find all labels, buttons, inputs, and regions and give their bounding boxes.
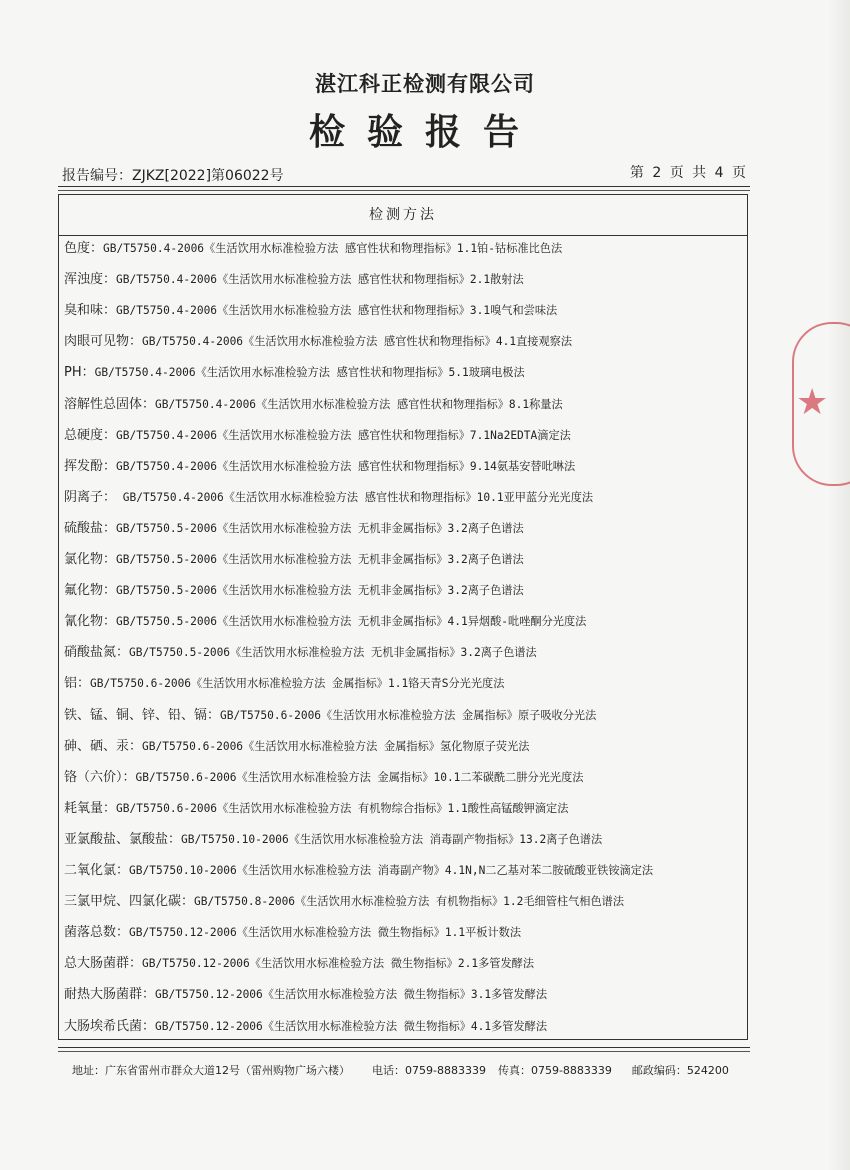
method-standard: GB/T5750.5-2006《生活饮用水标准检验方法 无机非金属指标》3.2离子色谱法 [116,584,524,598]
method-standard: GB/T5750.6-2006《生活饮用水标准检验方法 金属指标》氢化物原子荧光法 [142,739,530,753]
method-standard: GB/T5750.4-2006《生活饮用水标准检验方法 感官性状和物理指标》7.1Na2EDTA滴定法 [116,428,571,442]
method-standard: GB/T5750.10-2006《生活饮用水标准检验方法 消毒副产物》4.1N,N二乙基对苯二胺硫酸亚铁铵滴定法 [129,864,654,877]
method-row [64,548,524,567]
method-row [64,424,571,443]
method-label: 硫酸盐： [64,520,117,536]
method-standard: GB/T5750.5-2006《生活饮用水标准检验方法 无机非金属指标》3.2离子色谱法 [116,521,524,535]
method-row [64,1015,547,1034]
method-row [64,672,504,691]
method-standard: GB/T5750.4-2006《生活饮用水标准检验方法 感官性状和物理指标》3.1嗅气和尝味法 [116,304,558,318]
method-label: 铁、锰、铜、锌、铅、镉： [64,707,221,723]
method-standard: GB/T5750.12-2006《生活饮用水标准检验方法 微生物指标》3.1多管发酵法 [155,988,548,1002]
method-label: 臭和味： [64,303,117,319]
method-label: 肉眼可见物： [64,334,143,350]
method-label: 浑浊度： [64,272,117,288]
method-standard: GB/T5750.4-2006《生活饮用水标准检验方法 感官性状和物理指标》1.1铂-钴标准比色法 [103,242,563,255]
method-row [64,735,529,754]
method-row [64,486,593,505]
method-standard: GB/T5750.5-2006《生活饮用水标准检验方法 无机非金属指标》3.2离子色谱法 [116,553,524,566]
method-standard: GB/T5750.4-2006《生活饮用水标准检验方法 感官性状和物理指标》10.1亚甲蓝分光光度法 [116,490,594,504]
method-label: 砷、硒、汞： [64,738,143,754]
footer-divider [58,1047,750,1048]
method-standard: GB/T5750.8-2006《生活饮用水标准检验方法 有机物指标》1.2毛细管柱气相色谱法 [194,895,625,909]
method-standard: GB/T5750.6-2006《生活饮用水标准检验方法 金属指标》10.1二苯碳酰二肼分光光度法 [135,770,584,784]
method-row [64,641,537,660]
footer-postcode: 邮政编码：524200 [631,1064,729,1077]
method-row [64,766,583,785]
method-standard: GB/T5750.4-2006《生活饮用水标准检验方法 感官性状和物理指标》5.1玻璃电极法 [94,366,525,380]
method-label: 铬（六价）： [64,769,136,785]
method-label: 溶解性总固体： [64,396,156,412]
method-row [64,859,653,878]
method-label: 亚氯酸盐、氯酸盐： [64,831,182,847]
page-edge-shadow [828,0,850,1170]
method-label: 铝： [64,676,91,692]
method-standard: GB/T5750.4-2006《生活饮用水标准检验方法 感官性状和物理指标》9.14氨基安替吡啉法 [116,459,576,473]
method-standard: GB/T5750.6-2006《生活饮用水标准检验方法 有机物综合指标》1.1酸性高锰酸钾滴定法 [116,801,569,815]
method-standard: GB/T5750.5-2006《生活饮用水标准检验方法 无机非金属指标》3.2离子色谱法 [129,646,537,660]
method-row [64,983,547,1002]
method-row [64,828,602,847]
method-label: 总硬度： [64,427,117,443]
method-standard: GB/T5750.10-2006《生活饮用水标准检验方法 消毒副产物指标》13.2离子色谱法 [181,832,603,846]
method-standard: GB/T5750.12-2006《生活饮用水标准检验方法 微生物指标》2.1多管发酵法 [142,957,535,971]
method-label: PH： [64,365,95,381]
method-label: 耐热大肠菌群： [64,987,156,1003]
page-number: 第 2 页 共 4 页 [629,165,748,181]
method-label: 二氧化氯： [64,863,130,878]
footer-fax: 传真：0759-8883339 [497,1064,612,1077]
method-row [64,299,557,318]
methods-heading: 检测方法 [59,195,747,236]
method-row [64,455,575,474]
footer [72,1062,729,1078]
method-standard: GB/T5750.6-2006《生活饮用水标准检验方法 金属指标》原子吸收分光法 [220,708,597,722]
method-label: 氟化物： [64,583,117,599]
footer-phone: 电话：0759-8883339 [372,1064,486,1077]
method-label: 总大肠菌群： [64,956,143,972]
method-row [64,890,624,909]
method-row [64,704,596,723]
method-row [64,797,568,816]
method-label: 三氯甲烷、四氯化碳： [64,894,195,910]
method-row [64,393,563,412]
method-row [64,921,521,940]
method-label: 菌落总数： [64,925,130,941]
method-row [64,952,534,971]
footer-divider-thin [58,1051,750,1052]
seal-star-icon: ★ [796,382,829,423]
method-standard: GB/T5750.4-2006《生活饮用水标准检验方法 感官性状和物理指标》2.1散射法 [116,273,524,287]
methods-table [58,194,748,1040]
method-row [64,237,562,256]
header-divider [58,186,750,187]
company-name: 湛江科正检测有限公司 [315,72,535,96]
header-divider-thin [58,190,750,191]
method-row [64,579,524,598]
method-label: 氯化物： [64,552,117,567]
method-standard: GB/T5750.5-2006《生活饮用水标准检验方法 无机非金属指标》4.1异烟酸-吡唑酮分光度法 [116,615,587,629]
method-row [64,517,524,536]
method-row [64,610,586,629]
report-number: 报告编号：ZJKZ[2022]第06022号 [62,168,284,184]
method-label: 硝酸盐氮： [64,645,130,661]
method-label: 耗氧量： [64,800,117,816]
method-row [64,268,524,287]
method-label: 色度： [64,241,104,256]
method-row [64,330,572,349]
method-label: 氰化物： [64,614,117,630]
method-label: 挥发酚： [64,458,117,474]
method-standard: GB/T5750.6-2006《生活饮用水标准检验方法 金属指标》1.1铬天青S分光光度法 [90,677,505,691]
method-row [64,361,525,380]
method-label: 大肠埃希氏菌： [64,1018,156,1034]
footer-address: 地址：广东省雷州市群众大道12号（雷州购物广场六楼） [72,1064,350,1077]
report-title: 检验报告 [308,112,541,153]
method-standard: GB/T5750.12-2006《生活饮用水标准检验方法 微生物指标》4.1多管发酵法 [155,1019,548,1033]
method-standard: GB/T5750.4-2006《生活饮用水标准检验方法 感官性状和物理指标》8.1称量法 [155,397,563,411]
method-label: 阴离子： [64,489,117,505]
method-standard: GB/T5750.12-2006《生活饮用水标准检验方法 微生物指标》1.1平板计数法 [129,926,522,940]
method-standard: GB/T5750.4-2006《生活饮用水标准检验方法 感官性状和物理指标》4.1直接观察法 [142,335,573,349]
